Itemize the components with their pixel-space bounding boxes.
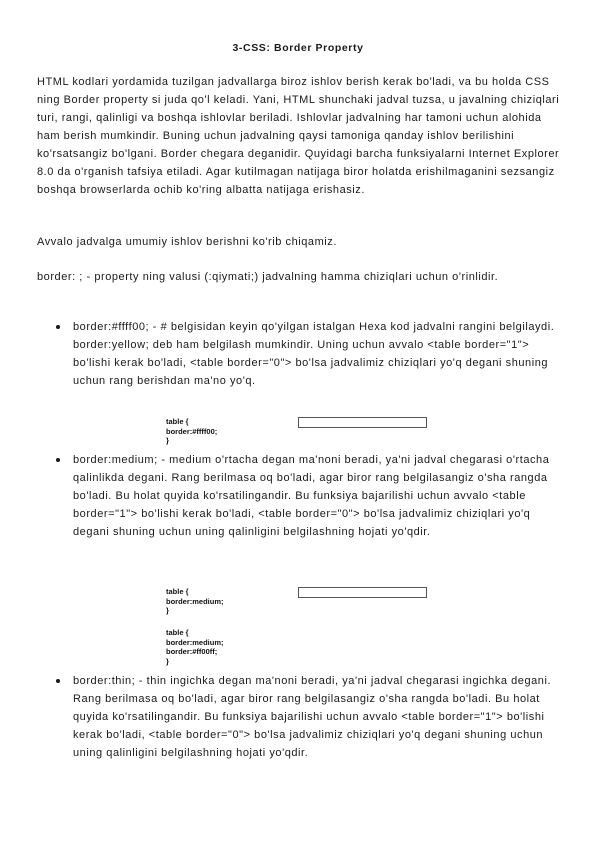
list-item-text: border:thin; - thin ingichka degan ma'noni beradi, ya'ni jadval chegarasi ingichka degani. Rang berilmasa oq bo'ladi, agar biror rang belgilasangiz o'sha rangda bo'ladi. Bu holat quyida ko'rsatilingandir. Bu funksiya bajarilishi uchun avvalo <table border="1"> bo'lishi kerak bo'ladi, <table border="0"> bo'lsa jadvalimiz chiziqlari yo'q degani shuning uchun uning qalinligini belgilashning hojati yo'qdir. — [73, 675, 552, 759]
bullet-icon — [56, 325, 60, 329]
border-property-paragraph: border: ; - property ning valusi (:qiymati;) jadvalning hamma chiziqlari uchun o'rinlidir. — [37, 271, 499, 283]
overview-paragraph: Avvalo jadvalga umumiy ishlov berishni ko'rib chiqamiz. — [37, 236, 337, 248]
code-example-color — [166, 417, 217, 446]
bullet-icon — [56, 679, 60, 683]
code-line: table { — [166, 628, 189, 637]
code-line: table { — [166, 587, 189, 596]
code-example-medium — [166, 587, 224, 616]
list-item-border-medium — [56, 451, 556, 541]
list-item-border-thin — [56, 672, 556, 762]
code-line: } — [166, 606, 169, 615]
intro-paragraph: HTML kodlari yordamida tuzilgan jadvallarga biroz ishlov berish kerak bo'ladi, va bu holda CSS ning Border property si juda qo'l keladi. Yani, HTML shunchaki jadval tuzsa, u javalning chiziqlari turi, rangi, qalinligi va boshqa ishlovlar beriladi. Ishlovlar jadvalning har tamoni uchun alohida ham berish mumkindir. Buning uchun jadvalning qaysi tamoniga qanday ishlov berilishini ko'rsatsangiz bo'lgani. Border chegara deganidir. Quyidagi barcha funksiyalarni Internet Explorer 8.0 da o'rganish tafsiya etiladi. Agar kutilmagan natijaga biror holatda erishilmaganini sezsangiz boshqa browserlarda ochib ko'ring albatta natijaga erishasiz. — [37, 76, 560, 196]
document-title: 3-CSS: Border Property — [232, 42, 364, 54]
code-line: } — [166, 656, 169, 666]
border-demo-box — [298, 417, 427, 428]
code-line: table { — [166, 417, 189, 426]
bullet-icon — [56, 458, 60, 462]
code-line: border:medium; — [166, 596, 224, 606]
code-line: border:#ffff00; — [166, 426, 218, 436]
code-line: border:#ff00ff; — [166, 647, 218, 656]
code-example-medium-color — [166, 628, 224, 666]
code-line: } — [166, 436, 169, 445]
list-item-text: border:#ffff00; - # belgisidan keyin qo'yilgan istalgan Hexa kod jadvalni rangini belgilaydi. border:yellow; deb ham belgilash mumkindir. Uning uchun avvalo <table border="1"> bo'lishi kerak bo'ladi, <table border="0"> bo'lsa jadvalimiz chiziqlari yo'q degani shuning uchun rang berishdan ma'no yo'q. — [73, 321, 555, 387]
list-item-text: border:medium; - medium o'rtacha degan ma'noni beradi, ya'ni jadval chegarasi o'rtacha qalinlikda degani. Rang berilmasa oq bo'ladi, agar biror rang belgilasangiz o'sha rangda bo'ladi. Bu holat quyida ko'rsatilingandir. Bu funksiya bajarilishi uchun avvalo <table border="1"> bo'lishi kerak bo'ladi, <table border="0"> bo'lsa jadvalimiz chiziqlari yo'q degani shuning uchun uning qalinligini belgilashning hojati yo'qdir. — [73, 454, 550, 538]
list-item-border-color — [56, 318, 556, 390]
border-demo-box — [298, 587, 427, 598]
code-line: border:medium; — [166, 637, 224, 647]
